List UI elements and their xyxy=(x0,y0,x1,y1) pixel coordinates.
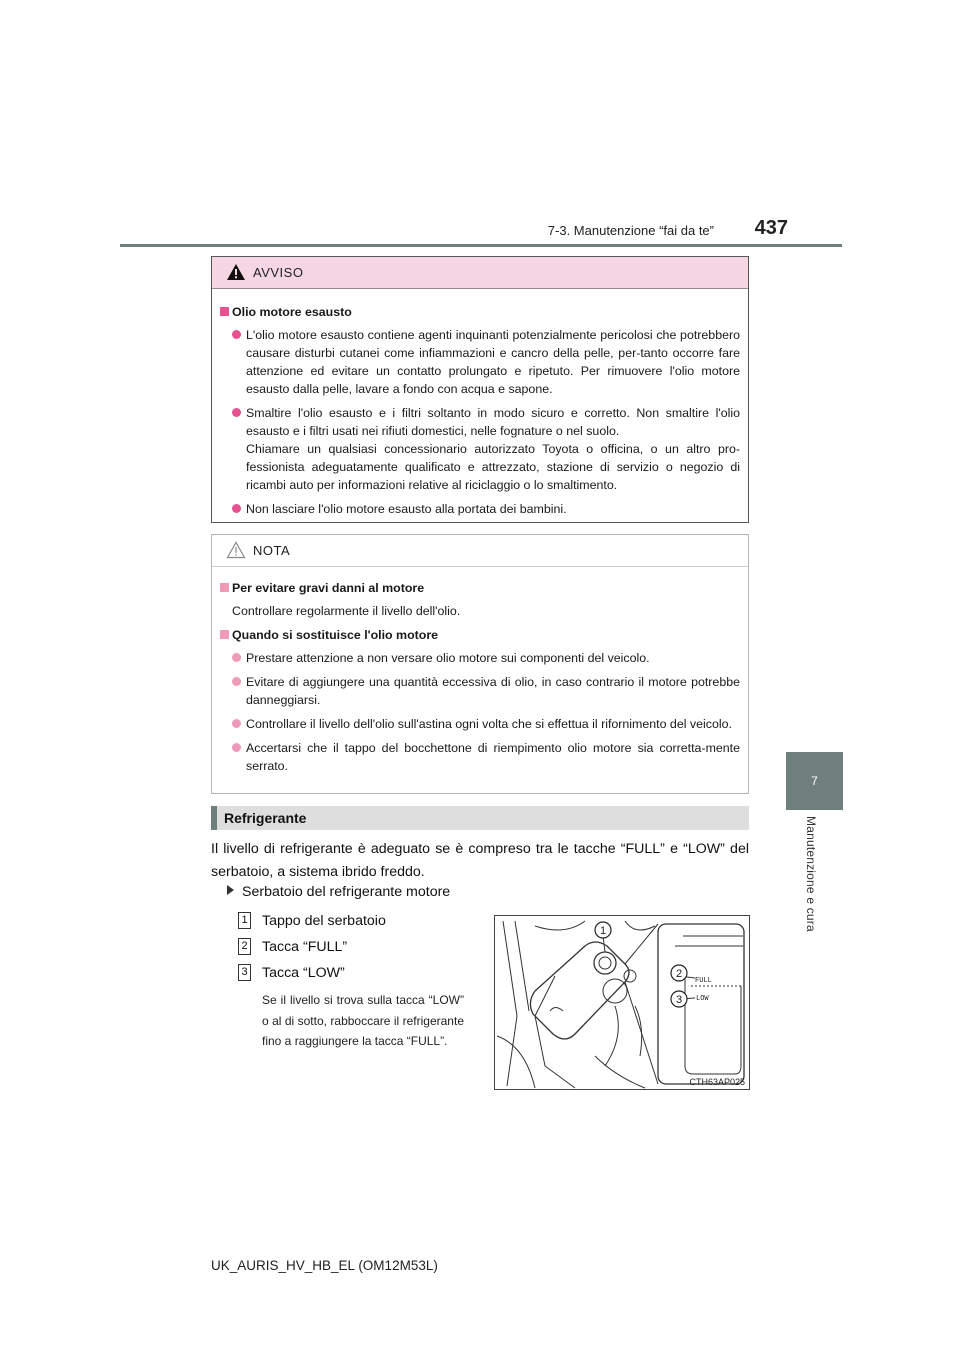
note-item: Controllare il livello dell'olio sull'astina ogni volta che si effettua il rifornimento del veicolo. xyxy=(220,715,740,733)
header-divider xyxy=(120,244,842,247)
note-item: Evitare di aggiungere una quantità eccessiva di olio, in caso contrario il motore potrebbe danneggiarsi. xyxy=(220,673,740,709)
note-section-heading: Quando si sostituisce l'olio motore xyxy=(220,626,740,644)
document-code: UK_AURIS_HV_HB_EL (OM12M53L) xyxy=(211,1258,438,1273)
square-bullet-icon xyxy=(220,583,229,592)
note-text: Controllare regolarmente il livello dell'olio. xyxy=(232,604,461,618)
note-title: NOTA xyxy=(253,543,291,558)
part-label: Tacca “FULL” xyxy=(262,939,348,955)
chapter-label: Manutenzione e cura xyxy=(804,816,818,932)
warning-item: Smaltire l'olio esausto e i filtri soltanto in modo sicuro e corretto. Non smaltire l'olio esausto e i filtri usati nei rifiuti domestici, nelle fognature o nel suolo. Chiamare un qualsiasi concessionario autorizzato Toyota o officina, o un altro pro-fessionista adeguatamente qualificato e attrezzato, stazione di servizio o negozio di ricambi auto per informazioni relative al riciclaggio o lo smaltimento. xyxy=(220,404,740,494)
round-bullet-icon xyxy=(232,653,241,662)
page-number: 437 xyxy=(754,217,788,239)
round-bullet-icon xyxy=(232,504,241,513)
coolant-heading xyxy=(211,806,749,830)
callout-3: 3 xyxy=(675,994,683,1006)
warning-title: AVVISO xyxy=(253,265,304,280)
note-item: Prestare attenzione a non versare olio motore sui componenti del veicolo. xyxy=(220,649,740,667)
triangle-arrow-icon xyxy=(227,885,234,895)
chapter-label-area xyxy=(786,812,843,972)
note-header xyxy=(212,535,748,567)
chapter-tab xyxy=(786,752,843,810)
coolant-heading-text: Refrigerante xyxy=(224,810,307,826)
coolant-subheading: Serbatoio del refrigerante motore xyxy=(227,884,450,900)
section-title: 7-3. Manutenzione “fai da te” xyxy=(547,223,714,238)
note-box xyxy=(211,534,749,794)
note-body xyxy=(212,567,748,775)
chapter-number: 7 xyxy=(811,774,818,788)
note-section-heading: Per evitare gravi danni al motore xyxy=(220,579,740,597)
tank-mark-low: LOW xyxy=(696,995,709,1003)
part-item xyxy=(238,939,347,955)
round-bullet-icon xyxy=(232,743,241,752)
page-header xyxy=(0,215,840,245)
warning-section-heading: Olio motore esausto xyxy=(220,303,740,321)
warning-body xyxy=(212,289,748,518)
square-bullet-icon xyxy=(220,630,229,639)
note-item: Accertarsi che il tappo del bocchettone di riempimento olio motore sia corretta-mente serrato. xyxy=(220,739,740,775)
warning-header xyxy=(212,257,748,289)
heading-accent-bar xyxy=(211,806,217,830)
part-label: Tappo del serbatoio xyxy=(262,913,386,929)
coolant-intro: Il livello di refrigerante è adeguato se è compreso tra le tacche “FULL” e “LOW” del serbatoio, a sistema ibrido freddo. xyxy=(211,841,749,880)
coolant-reservoir-illustration xyxy=(494,915,750,1090)
tank-mark-full: FULL xyxy=(695,977,712,985)
part-number: 2 xyxy=(238,938,251,955)
illustration-code: CTH63AP025 xyxy=(689,1077,745,1087)
warning-box xyxy=(211,256,749,523)
part-label: Tacca “LOW” xyxy=(262,965,345,981)
coolant-instruction: Se il livello si trova sulla tacca “LOW” o al di sotto, rabboccare il refrigerante fino a raggiungere la tacca “FULL”. xyxy=(262,993,464,1048)
round-bullet-icon xyxy=(232,677,241,686)
round-bullet-icon xyxy=(232,719,241,728)
caution-triangle-icon xyxy=(226,541,246,559)
callout-2: 2 xyxy=(675,968,683,980)
part-item xyxy=(238,965,345,981)
square-bullet-icon xyxy=(220,307,229,316)
engine-bay-drawing xyxy=(495,916,749,1089)
round-bullet-icon xyxy=(232,330,241,339)
part-item xyxy=(238,913,386,929)
part-number: 1 xyxy=(238,912,251,929)
round-bullet-icon xyxy=(232,408,241,417)
callout-1: 1 xyxy=(599,925,607,937)
warning-item: L'olio motore esausto contiene agenti inquinanti potenzialmente pericolosi che potrebbero causare disturbi cutanei come infiammazioni e cancro della pelle, per-tanto occorre fare attenzione ed evitare un contatto prolungato e ripetuto. Per rimuovere l'olio motore esausto dalla pelle, lavare a fondo con acqua e sapone. xyxy=(220,326,740,398)
warning-triangle-icon xyxy=(226,263,246,281)
warning-item: Non lasciare l'olio motore esausto alla portata dei bambini. xyxy=(220,500,740,518)
part-number: 3 xyxy=(238,964,251,981)
